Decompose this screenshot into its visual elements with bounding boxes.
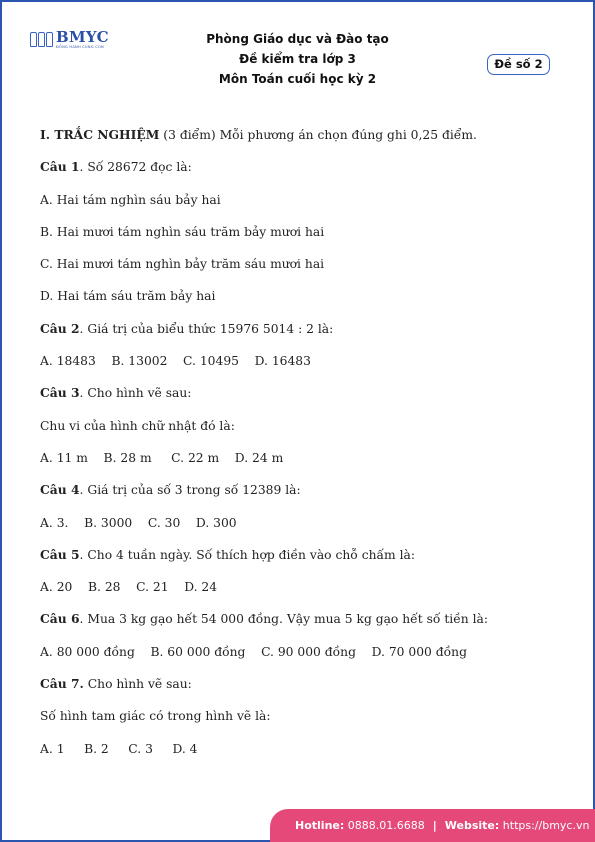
question-2 bbox=[40, 321, 560, 353]
q1-option-a: A. Hai tám nghìn sáu bảy hai bbox=[40, 192, 221, 207]
q7-options: A. 1 B. 2 C. 3 D. 4 bbox=[40, 741, 198, 756]
question-label: Câu 6 bbox=[40, 611, 80, 627]
q1-option-b: B. Hai mươi tám nghìn sáu trăm bảy mươi hai bbox=[40, 224, 325, 239]
header-department: Phòng Giáo dục và Đào tạo bbox=[206, 32, 389, 46]
question-text: . Giá trị của số 3 trong số 12389 là: bbox=[79, 483, 301, 498]
question-label: Câu 5 bbox=[40, 546, 80, 562]
section-heading bbox=[40, 127, 560, 159]
hotline-label: Hotline: bbox=[295, 819, 345, 832]
section-title: I. TRẮC NGHIỆM bbox=[40, 127, 160, 142]
website-link[interactable]: https://bmyc.vn bbox=[499, 819, 590, 832]
logo-tagline: ĐỒNG HÀNH CÙNG CON bbox=[56, 45, 104, 49]
question-label: Câu 2 bbox=[40, 320, 80, 336]
header-exam-title: Đề kiểm tra lớp 3 bbox=[239, 52, 356, 66]
q1-option-d: D. Hai tám sáu trăm bảy hai bbox=[40, 289, 216, 304]
question-1 bbox=[40, 159, 560, 191]
q6-options: A. 80 000 đồng B. 60 000 đồng C. 90 000 đồng D. 70 000 đồng bbox=[40, 644, 467, 659]
exam-content bbox=[40, 127, 560, 773]
q1-option-c: C. Hai mươi tám nghìn bảy trăm sáu mươi hai bbox=[40, 257, 325, 272]
question-6 bbox=[40, 611, 560, 643]
footer-separator: | bbox=[432, 819, 437, 832]
website-label: Website: bbox=[444, 819, 500, 832]
question-text: . Cho 4 tuần ngày. Số thích hợp điền vào chỗ chấm là: bbox=[79, 547, 416, 562]
logo-name: BMYC bbox=[56, 28, 109, 46]
question-text: Cho hình vẽ sau: bbox=[83, 677, 192, 692]
contact-footer bbox=[270, 809, 595, 842]
question-text: . Mua 3 kg gạo hết 54 000 đồng. Vậy mua 5 kg gạo hết số tiền là: bbox=[79, 612, 488, 627]
question-label: Câu 3 bbox=[40, 385, 80, 401]
question-4 bbox=[40, 482, 560, 514]
section-instruction: (3 điểm) Mỗi phương án chọn đúng ghi 0,25 điểm. bbox=[159, 128, 477, 142]
question-label: Câu 1 bbox=[40, 159, 80, 175]
q3-options: A. 11 m B. 28 m C. 22 m D. 24 m bbox=[40, 450, 284, 465]
q3-prompt: Chu vi của hình chữ nhật đó là: bbox=[40, 418, 235, 433]
question-3 bbox=[40, 385, 560, 417]
question-label: Câu 4 bbox=[40, 482, 80, 498]
q2-options: A. 18483 B. 13002 C. 10495 D. 16483 bbox=[40, 354, 311, 369]
hotline-number[interactable]: 0888.01.6688 bbox=[344, 819, 425, 832]
header-subject: Môn Toán cuối học kỳ 2 bbox=[218, 72, 377, 86]
q5-options: A. 20 B. 28 C. 21 D. 24 bbox=[40, 580, 218, 595]
q4-options: A. 3. B. 3000 C. 30 D. 300 bbox=[40, 515, 237, 530]
q7-prompt: Số hình tam giác có trong hình vẽ là: bbox=[40, 709, 271, 724]
question-text: . Số 28672 đọc là: bbox=[79, 160, 192, 175]
exam-number-badge: Đề số 2 bbox=[487, 54, 550, 75]
question-7 bbox=[40, 676, 560, 708]
question-5 bbox=[40, 547, 560, 579]
question-text: . Cho hình vẽ sau: bbox=[79, 386, 192, 401]
question-text: . Giá trị của biểu thức 15976 5014 : 2 là: bbox=[79, 321, 334, 336]
question-label: Câu 7. bbox=[40, 676, 84, 692]
